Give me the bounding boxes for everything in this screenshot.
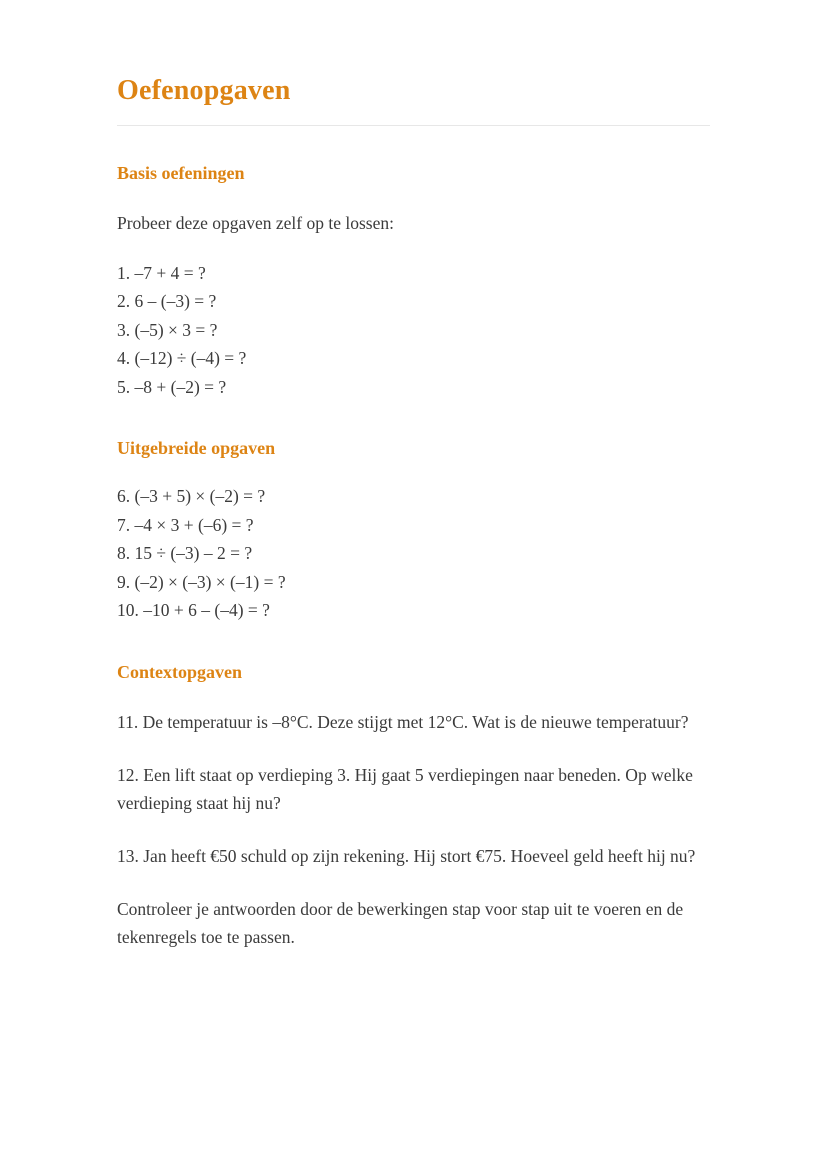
exercise-item-1: 1. –7 + 4 = ? xyxy=(117,262,206,283)
context-problem-11: 11. De temperatuur is –8°C. Deze stijgt met 12°C. Wat is de nieuwe temperatuur? xyxy=(117,712,689,732)
exercise-item-5: 5. –8 + (–2) = ? xyxy=(117,376,227,397)
uitgebreide-exercise-list xyxy=(117,482,710,625)
exercise-item-2: 2. 6 – (–3) = ? xyxy=(117,291,217,312)
context-problem-12: 12. Een lift staat op verdieping 3. Hij gaat 5 verdiepingen naar beneden. Op welke verdieping staat hij nu? xyxy=(117,765,693,813)
exercise-item-10: 10. –10 + 6 – (–4) = ? xyxy=(117,600,270,621)
exercise-item-6: 6. (–3 + 5) × (–2) = ? xyxy=(117,486,266,507)
basis-exercise-list xyxy=(117,259,710,402)
context-problem-13: 13. Jan heeft €50 schuld op zijn rekening. Hij stort €75. Hoeveel geld heeft hij nu? xyxy=(117,846,696,866)
exercise-item-9: 9. (–2) × (–3) × (–1) = ? xyxy=(117,571,286,592)
exercise-item-3: 3. (–5) × 3 = ? xyxy=(117,319,218,340)
title-divider xyxy=(117,125,710,126)
exercise-item-8: 8. 15 ÷ (–3) – 2 = ? xyxy=(117,543,253,564)
section-heading-uitgebreide-opgaven: Uitgebreide opgaven xyxy=(117,438,276,459)
section-heading-basis-oefeningen: Basis oefeningen xyxy=(117,162,245,183)
exercise-item-4: 4. (–12) ÷ (–4) = ? xyxy=(117,348,247,369)
exercise-item-7: 7. –4 × 3 + (–6) = ? xyxy=(117,514,254,535)
closing-paragraph: Controleer je antwoorden door de bewerkingen stap voor stap uit te voeren en de tekenregels toe te passen. xyxy=(117,899,684,947)
section-heading-contextopgaven: Contextopgaven xyxy=(117,662,242,682)
intro-paragraph: Probeer deze opgaven zelf op te lossen: xyxy=(117,212,394,233)
page-title: Oefenopgaven xyxy=(117,75,291,106)
